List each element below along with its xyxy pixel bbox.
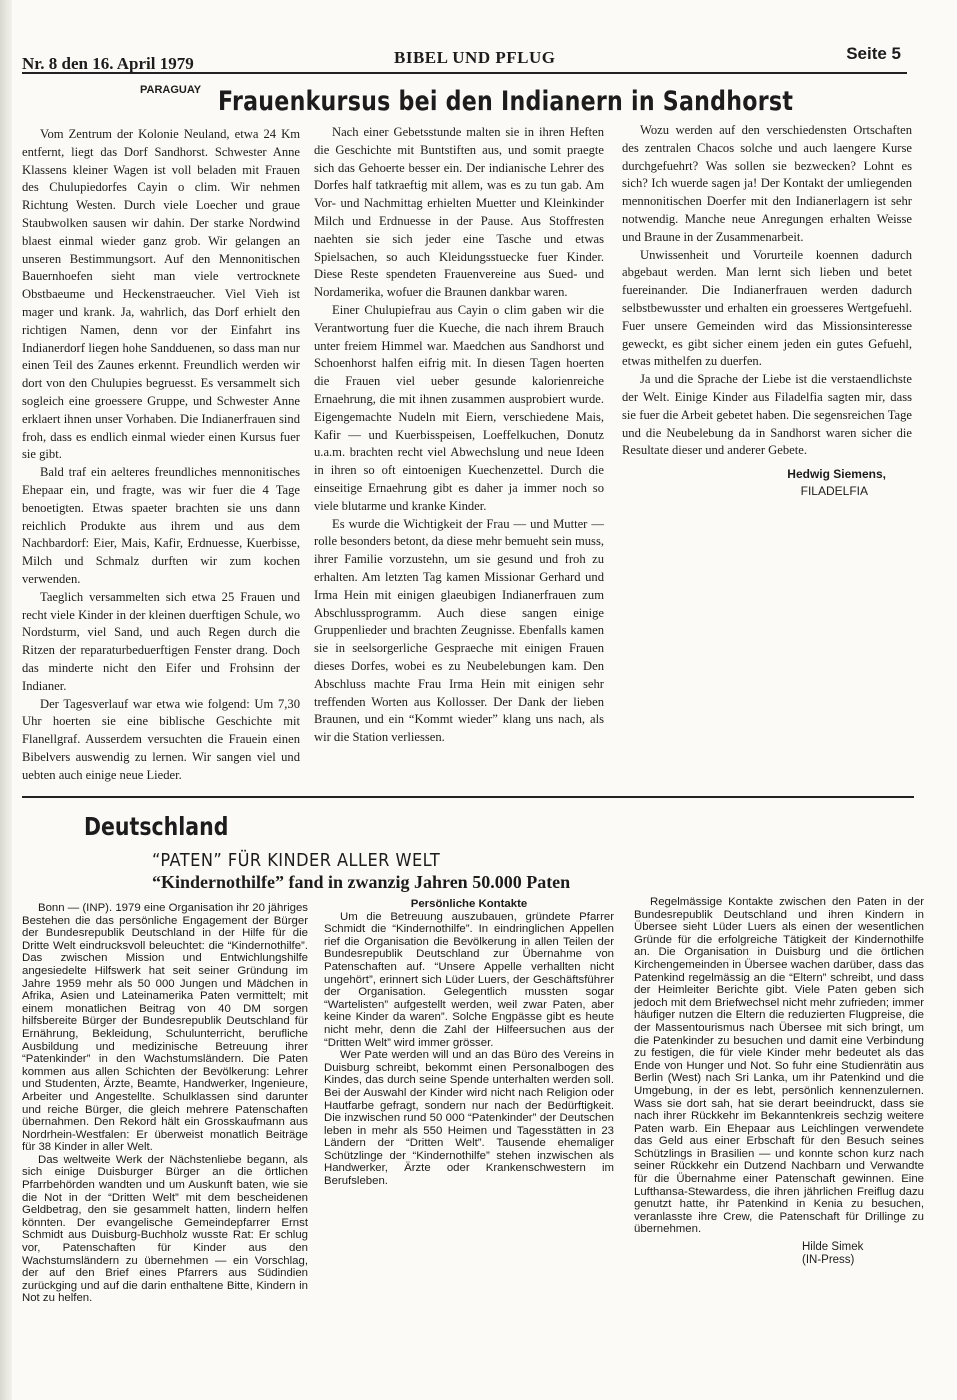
article1-paragraph: Es wurde die Wichtigkeit der Frau — und Mutter — rolle besonders betont, da diese mehr bemueht sein muss, ihrer Familie vorzustehn, um sie gesund und froh zu erhalten. Am letzten Tag kamen Missionar Gerhard und Irma Hein mit einigen glaeubigen Indianerfrauen zum Abschlussprogramm. Auch diese sangen einige Gruppenlieder und brachten Zeugnisse. Ebenfalls kamen sie in seelsorgerliche Gespraeche mit einigen Frauen dieses Dorfes, wobei es zu Neubelebungen kam. Den Abschluss machte Frau Irma Hein mit einigen sehr treffenden Worten aus Kollosser. Der Dank der lieben Braunen, und ein “Kommt wieder” klang uns nach, als wir die Station verliessen. xyxy=(314,516,604,745)
article2-author-agency: (IN-Press) xyxy=(802,1254,855,1267)
article1-paragraph: Bald traf ein aelteres freundliches mennonitisches Ehepaar ein, und fragte, was wir fuer die 4 Tage benoetigten. Etwas spaeter brachten sie uns dann reichlich Produkte aus ihrem und aus dem Nachbardorf: Eier, Mais, Kafir, Erdnuesse, Kuerbisse, Milch und Schmalz durften wir zum kochen verwenden. xyxy=(22,465,300,586)
article1-column-2 xyxy=(314,124,604,747)
article1-column-1 xyxy=(22,126,300,784)
article2-author: Hilde Simek xyxy=(802,1241,864,1254)
article2-column-2 xyxy=(324,898,614,1188)
article1-author-place: FILADELFIA xyxy=(800,484,868,499)
article2-column-1 xyxy=(22,902,308,1305)
article2-paragraph: Das weltweite Werk der Nächstenliebe begann, als sich einige Duisburger Bürger an die örtlichen Pfarrbehörden wandten und um Auskunft baten, wie sie die Not in der “Dritten Welt” mit dem bescheidenen Geldbetrag, den sie gesammelt hatten, lindern helfen könnten. Der evangelische Gemeindepfarrer Ernst Schmidt aus Duisburg-Buchholz wusste Rat: Er schlug vor, Patenschaften für Kinder aus den Wachstumsländern zu übernehmen — ein Vorschlag, der auf den Brief eines Pfarrers aus Südindien zurückging und auf die darin enthaltene Bitte, Kindern in Not zu helfen. xyxy=(22,1153,308,1305)
article1-paragraph: Wozu werden auf den verschiedensten Ortschaften des zentralen Chacos solche und auch laengere Kurse durchgefuehrt? Was sollen sie bezwecken? Lohnt es sich? Ich wuerde sagen ja! Der Kontakt der umliegenden mennonitischen Doerfer mit den Indianerlagern ist sehr notwendig. Manche neue Anregungen erhalten Weisse und Braune in der Zusammenarbeit. xyxy=(622,123,912,244)
section-divider xyxy=(22,796,914,798)
binding-margin xyxy=(0,0,12,1400)
article1-paragraph: Ja und die Sprache der Liebe ist die verstaendlichste der Welt. Einige Kinder aus Filadelfia sagten mir, dass sie fuer die Arbeit gebetet haben. Die segensreichen Tage und die Neubelebung da in Sandhorst waren sicher die Resultate dieser und anderer Gebete. xyxy=(622,372,912,458)
article1-paragraph: Taeglich versammelten sich etwa 25 Frauen und recht viele Kinder in der kleinen duerftigen Schule, wo Nordsturm, viel Sand, und auch Regen durch die Ritzen der reparaturbeduerftigen Fenster drang. Doch das minderte nicht den Eifer und Frohsinn der Indianer. xyxy=(22,589,300,693)
article2-subheadline: “Kindernothilfe” fand in zwanzig Jahren 50.000 Paten xyxy=(152,872,571,892)
issue-date: Nr. 8 den 16. April 1979 xyxy=(22,54,194,73)
article1-author: Hedwig Siemens, xyxy=(787,467,886,482)
page-number: Seite 5 xyxy=(846,44,901,63)
article2-headline: “PATEN” FÜR KINDER ALLER WELT xyxy=(152,850,441,871)
article1-paragraph: Vom Zentrum der Kolonie Neuland, etwa 24 Km entfernt, liegt das Dorf Sandhorst. Schwester Anne Klassens kleiner Wagen ist voll beladen mit Frauen des Chulupiedorfes Cayin o clim. Wir nehmen Richtung Westen. Durch viele Loecher und graue Staubwolken sausen wir dahin. Der starke Nordwind blaest einmal wieder ganz grob. Wir gelangen an unseren Bestimmungsort. Auf den Mennonitischen Bauernhoefen sieht man viele vertrocknete Obstbaeume und Heckenstraeucher. Viel Vieh ist mager und krank. Ja, wahrlich, das Dorf erhielt den richtigen Namen, denn vor der Einfahrt ins Indianerdorf liegen hohe Sandduenen, so dass man nur einen Teil des Zaunes erkennt. Freundlich werden wir dort von den Chulupies begruesst. Es versammelt sich sogleich eine groessere Gruppe, und Schwester Anne erklaert ihnen unser Vorhaben. Die Indianerfrauen sind froh, dass es endlich einmal wieder einen Kursus fuer sie gibt. xyxy=(22,127,300,462)
publication-title: BIBEL UND PFLUG xyxy=(394,48,556,67)
article2-paragraph: Wer Pate werden will und an das Büro des Vereins in Duisburg schreibt, bekommt einen Personalbogen des Kindes, das durch seine Spende unterhalten werden soll. Bei der Auswahl der Kinder wird nicht nach Religion oder Hautfarbe gefragt, sondern nur nach der Bedürftigkeit. Die inzwischen rund 50 000 “Patenkinder” der Deutschen leben in mehr als 550 Heimen und Tagesstätten in 23 Ländern der “Dritten Welt”. Tausende ehemaliger Schützlinge der “Kindernothilfe” stehen inzwischen als Handwerker, Ärzte oder Krankenschwestern im Berufsleben. xyxy=(324,1049,614,1188)
region-label: PARAGUAY xyxy=(140,84,202,96)
article1-signature xyxy=(622,466,912,500)
article2-paragraph: Regelmässige Kontakte zwischen den Paten in der Bundesrepublik Deutschland und ihren Kindern in Übersee sieht Lüder Luers als einen der wesentlichen Gründe für die erfolgreiche Tätigkeit der Kindernothilfe an. Die Organisation in Duisburg und die örtlichen Kirchengemeinden in Übersee wachen darüber, dass das Patenkind regelmässig an die “Eltern” schreibt, und dass der Heimleiter Berichte gibt. Viele Paten geben sich jedoch mit dem Briefwechsel nicht mehr zufrieden; immer häufiger nutzen die Eltern die reduzierten Flugpreise, die der Massentourismus nach Übersee mit sich bringt, um die Patenkinder zu besuchen und damit eine Verbindung zu festigen, die für viele Kinder mehr bedeutet als das Ende von Hunger und Not. So fuhr eine Studienrätin aus Berlin (West) nach Sri Lanka, um ihr Patenkind und die Umgebung, in der es lebt, persönlich kennenzulernen. Wass sie dort sah, hat sie derart beeindruckt, dass sie nach ihrer Rückkehr im Bekanntenkreis sechzig weitere Paten warb. Ein Ehepaar aus Leichlingen verwendete das Geld aus einer Erbschaft für den Besuch seines Schützlings in Brasilien — und konnte schon kurz nach seiner Rückkehr ein Dutzend Nachbarn und Verwandte für die Übernahme einer Patenschaft gewinnen. Eine Lufthansa-Stewardess, die ihren jährlichen Freiflug dazu genutzt hatte, ihr Patenkind in Kenia zu besuchen, veranlasste ihre Crew, die Patenschaft für Drillinge zu übernehmen. xyxy=(634,896,924,1236)
page-header xyxy=(22,44,907,74)
article2-signature xyxy=(634,1241,924,1267)
article2-subhead: Persönliche Kontakte xyxy=(410,898,528,910)
article2-paragraph: Um die Betreuung auszubauen, gründete Pfarrer Schmidt die “Kindernothilfe”. In eindringlichen Appellen rief die Organisation die Bevölkerung in allen Teilen der Bundesrepublik Deutschland zur Übernahme von Patenschaften auf. “Unsere Appelle verhallten nicht ungehört”, erinnert sich Lüder Luers, der Geschäftsführer der Organisation. Gelegentlich mussten sogar “Wartelisten” aufgestellt werden, weil zwar Paten, aber keine Kinder da waren”. Solche Engpässe gibt es heute nicht mehr, denn die Zahl der Hilfeersuchen aus der “Dritten Welt” wird immer grösser. xyxy=(324,910,614,1049)
article1-paragraph: Unwissenheit und Vorurteile koennen dadurch abgebaut werden. Man lernt sich lieben und betet fuereinander. Die Indianerfrauen werden dadurch selbstbewusster und erhalten ein groesseres Wertgefuehl. Fuer unsere Gemeinden wird das Missionsinteresse geweckt, es gibt sicher einem jeden ein gutes Gefuehl, etwas mithelfen zu duerfen. xyxy=(622,247,912,369)
article2-column-3 xyxy=(634,896,924,1267)
article1-paragraph: Der Tagesverlauf war etwa wie folgend: Um 7,30 Uhr hoerten sie eine biblische Geschichte mit Flanellgraf. Ausserdem versuchten die Frauein einen Bibelvers auswendig zu lernen. Wir sangen viel und uebten auch einige neue Lieder. xyxy=(22,696,300,782)
article2-paragraph: Bonn — (INP). 1979 eine Organisation ihr 20 jähriges Bestehen die das persönliche Engagement der Bürger der Bundesrepublik Deutschland in der Hilfe für die Dritte Welt eindrucksvoll beleuchtet: die “Kindernothilfe”. Das zwischen Mission und Entwichlungshilfe angesiedelte Hilfswerk hat seit seiner Gründung im Jahre 1959 mehr als 50 000 Jungen und Mädchen in Afrika, Asien und Lateinamerika Paten vermittelt; mit einem monatlichen Beitrag von 40 DM sorgen hilfsbereite Bürger der Bundesrepublik Deutschland für Ernährung, Bekleidung, Schulunterricht, berufliche Ausbildung und medizinische Betreuung ihrer “Patenkinder” in den Wachstumsländern. Die Paten kommen aus allen Schichten der Bevölkerung: Lehrer und Studenten, Ärzte, Beamte, Handwerker, Ingenieure, Arbeiter und Angestellte. Schulklassen sind darunter und reiche Bürger, die gleich mehrere Patenschaften übernahmen. Den Rekord hält ein Grosskaufmann aus Nordrhein-Westfalen: Er überweist monatlich Beiträge für 38 Kinder in aller Welt. xyxy=(22,902,308,1154)
article1-column-3 xyxy=(622,122,912,500)
section-heading-deutschland: Deutschland xyxy=(84,812,229,841)
article1-paragraph: Einer Chulupiefrau aus Cayin o clim gaben wir die Verantwortung fuer die Kueche, die nach ihrem Brauch unter freiem Himmel war. Maedchen aus Sandhorst und Schoenhorst halfen eifrig mit. In diesen Tagen hoerten die Frauen viel ueber gesunde kalorienreiche Ernaehrung, die mit ihnen zusammen ausprobiert wurde. Eigengemachte Nudeln mit Eiern, verschiedene Mais, Kafir — und Kuerbisspeisen, Loeffelkuchen, Donutz u.a.m. brachten recht viel Abwechslung und neue Ideen in ihren so oft eintoenigen Kuechenzettel. Durch die einseitige Ernaehrung gibt es daher ja immer noch so viele blutarme und kranke Kinder. xyxy=(314,302,604,513)
article1-paragraph: Nach einer Gebetsstunde malten sie in ihren Heften die Geschichte mit Buntstiften aus, und somit praegte sich das Gehoerte besser ein. Der indianische Lehrer des Dorfes half tatkraeftig mit allem, was es zu tun gab. Am Vor- und Nachmittag erhielten Muetter und Kleinkinder Milch und Erdnuesse in der Pause. Aus Stoffresten naehten sie sich jeder eine Tasche und etwas Spielsachen, so auch Kleidungsstuecke fuer Kinder. Diese Reste spendeten Frauenvereine aus Sued- und Nordamerika, wofuer die Braunen dankbar waren. xyxy=(314,125,604,300)
article1-headline: Frauenkursus bei den Indianern in Sandhorst xyxy=(218,86,794,117)
